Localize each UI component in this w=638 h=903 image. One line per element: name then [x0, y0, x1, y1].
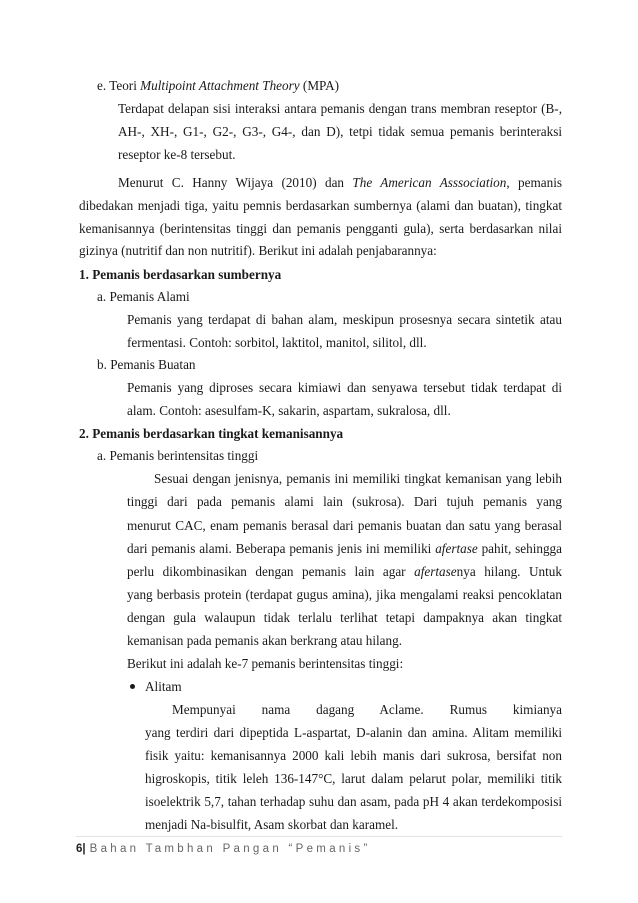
paragraph-line: Pemanis yang terdapat di bahan alam, meskipun prosesnya secara sintetik atau: [127, 312, 562, 327]
paragraph-line: reseptor ke-8 tersebut.: [118, 147, 236, 162]
paragraph-line: kemanisan pada pemanis akan berkrang atau hilang.: [127, 633, 402, 648]
heading-sumber: 1. Pemanis berdasarkan sumbernya: [79, 267, 282, 282]
paragraph-line: gizinya (nutritif dan non nutritif). Berikut ini adalah penjabarannya:: [79, 243, 437, 258]
paragraph-line: dari pemanis alami. Beberapa pemanis jenis ini memiliki afertase pahit, sehingga: [127, 541, 562, 556]
paragraph-line: perlu dikombinasikan dengan pemanis lain agar afertasenya hilang. Untuk: [127, 564, 562, 579]
alitam-line-1: Mempunyai nama dagang Aclame. Rumus kimianya: [172, 702, 562, 717]
paragraph-line: tinggi dari pada pemanis alami lain (sukrosa). Dari tujuh pemanis yang: [127, 494, 562, 509]
paragraph-line: fermentasi. Contoh: sorbitol, laktitol, manitol, silitol, dll.: [127, 335, 427, 350]
subheading-pemanis-buatan: b. Pemanis Buatan: [97, 357, 196, 372]
section-e-title-italic: Multipoint Attachment Theory: [140, 78, 300, 93]
footer-separator: |: [82, 843, 86, 855]
section-e-label: e.: [97, 78, 107, 93]
paragraph-line: Berikut ini adalah ke-7 pemanis berintensitas tinggi:: [127, 656, 404, 671]
page-footer: [76, 843, 371, 855]
paragraph-line: alam. Contoh: asesulfam-K, sakarin, aspartam, sukralosa, dll.: [127, 403, 451, 418]
paragraph-line: yang berbasis protein (terdapat gugus amina), jika mengalami reaksi pencoklatan: [127, 587, 562, 602]
paragraph-line: kemanisannya (berintensitas tinggi dan pemanis pengganti gula), serta berdasarkan nilai: [79, 221, 562, 236]
paragraph-line: Pemanis yang diproses secara kimiawi dan senyawa tersebut tidak terdapat di: [127, 380, 562, 395]
paragraph-line: Terdapat delapan sisi interaksi antara pemanis dengan trans membran reseptor (B-,: [118, 101, 562, 116]
heading-kemanisan: 2. Pemanis berdasarkan tingkat kemanisannya: [79, 426, 344, 441]
paragraph-line: Sesuai dengan jenisnya, pemanis ini memiliki tingkat kemanisan yang lebih: [154, 471, 562, 486]
paragraph-line: fisik yaitu: kemanisannya 2000 kali lebih manis dari sukrosa, bersifat non: [145, 748, 562, 763]
paragraph-line: yang terdiri dari dipeptida L-aspartat, D-alanin dan amina. Alitam memiliki: [145, 725, 562, 740]
paragraph-line: isoelektrik 5,7, tahan terhadap suhu dan asam, pada pH 4 akan terdekomposisi: [145, 794, 562, 809]
paragraph-line: dibedakan menjadi tiga, yaitu pemnis berdasarkan sumbernya (alami dan buatan), tingkat: [79, 198, 562, 213]
footer-divider: [76, 836, 562, 837]
footer-title: Bahan Tambhan Pangan “Pemanis”: [89, 843, 371, 855]
section-e-title: e. Teori Multipoint Attachment Theory (MPA): [97, 78, 340, 93]
page-number: 6: [76, 843, 83, 855]
subheading-pemanis-alami: a. Pemanis Alami: [97, 289, 190, 304]
paragraph-line: dengan gula walaupun tidak terlalu terlihat tetapi dampaknya akan tingkat: [127, 610, 562, 625]
intro-line-1: Menurut C. Hanny Wijaya (2010) dan The American Asssociation, pemanis: [118, 175, 562, 190]
bullet-icon: [130, 684, 135, 689]
paragraph-line: menurut CAC, enam pemanis berasal dari pemanis buatan dan satu yang berasal: [127, 518, 562, 533]
subheading-intensitas-tinggi: a. Pemanis berintensitas tinggi: [97, 448, 259, 463]
bullet-item-alitam: Alitam: [145, 679, 182, 694]
paragraph-line: menjadi Na-bisulfit, Asam skorbat dan karamel.: [145, 817, 399, 832]
paragraph-line: AH-, XH-, G1-, G2-, G3-, G4-, dan D), tetpi tidak semua pemanis berinteraksi: [118, 124, 562, 139]
paragraph-line: higroskopis, titik leleh 136-147°C, larut dalam pelarut polar, memiliki titik: [145, 771, 562, 786]
